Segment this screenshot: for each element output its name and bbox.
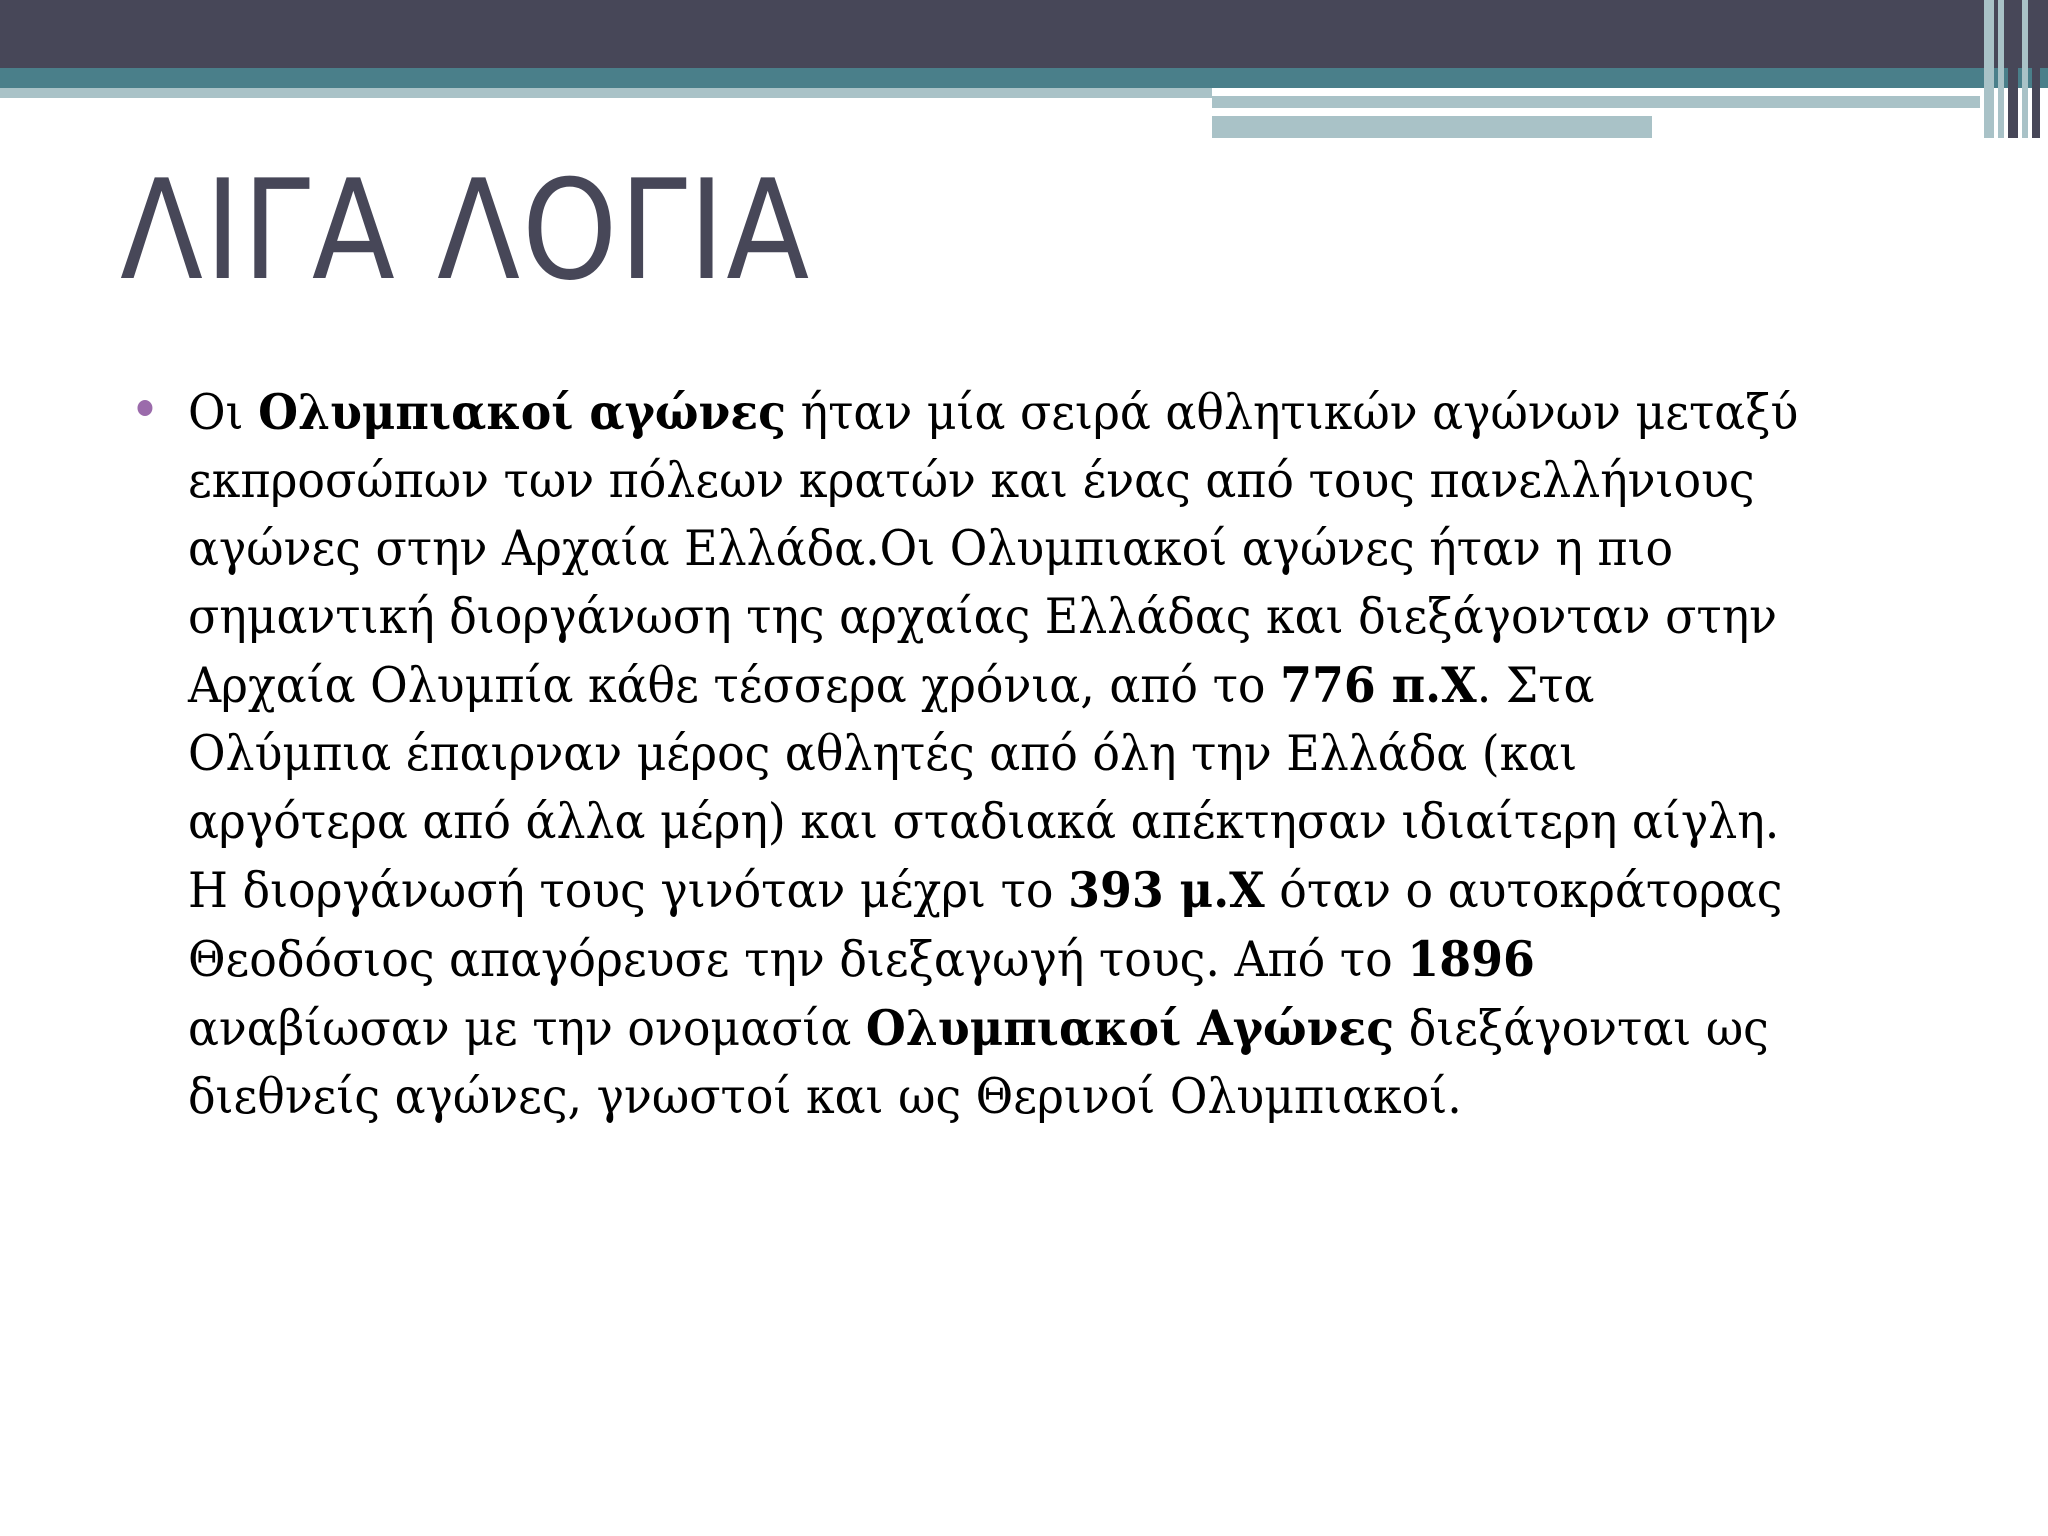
- header-vertical-bar: [2022, 0, 2028, 138]
- header-band-teal: [0, 68, 2048, 88]
- text-run: εκπροσώπων των πόλεων κρατών και ένας από τους πανελλήνιους: [187, 452, 1755, 509]
- bullet-text: [188, 378, 1946, 1131]
- bold-text: 776 π.Χ: [1280, 656, 1477, 714]
- text-run: Αρχαία Ολυμπία κάθε τέσσερα χρόνια, από το: [187, 657, 1281, 714]
- bold-text: 1896: [1407, 930, 1535, 988]
- text-run: διεξάγονται ως: [1394, 1000, 1769, 1057]
- text-run: Οι: [187, 384, 259, 441]
- text-line: [188, 447, 1946, 515]
- text-run: σημαντική διοργάνωση της αρχαίας Ελλάδας και διεξάγονταν στην: [187, 588, 1778, 645]
- text-run: αγώνες στην Αρχαία Ελλάδα.Οι Ολυμπιακοί αγώνες ήταν η πιο: [187, 520, 1674, 577]
- header-band-light-left: [0, 88, 1212, 98]
- bold-text: Ολυμπιακοί αγώνες: [258, 383, 787, 441]
- bullet-item: [130, 378, 1946, 1131]
- text-line: [188, 720, 1946, 788]
- text-line: [188, 1063, 1946, 1131]
- text-line: [188, 651, 1946, 720]
- bold-text: Ολυμπιακοί Αγώνες: [865, 999, 1395, 1057]
- text-run: ήταν μία σειρά αθλητικών αγώνων μεταξύ: [786, 384, 1799, 441]
- slide-title: ΛΙΓΑ ΛΟΓΙΑ: [120, 150, 812, 311]
- text-run: διεθνείς αγώνες, γνωστοί και ως Θερινοί Ολυμπιακοί.: [187, 1068, 1462, 1125]
- text-line: [188, 925, 1946, 994]
- header-band-dark: [0, 0, 2048, 68]
- header-band-lower-white: [1652, 132, 1978, 138]
- bold-text: 393 μ.Χ: [1068, 861, 1265, 919]
- bullet-dot-icon: [137, 400, 152, 416]
- text-line: [188, 583, 1946, 651]
- text-run: . Στα: [1476, 657, 1595, 714]
- text-line: [188, 994, 1946, 1063]
- header-band-light-right: [1212, 96, 1980, 108]
- text-run: Ολύμπια έπαιρναν μέρος αθλητές από όλη την Ελλάδα (και: [187, 725, 1578, 782]
- text-line: [188, 515, 1946, 583]
- text-line: [188, 788, 1946, 856]
- header-vertical-bar: [1984, 0, 1994, 138]
- header-vertical-bar: [2032, 0, 2040, 138]
- bullet-list: [130, 378, 1930, 1131]
- text-run: όταν ο αυτοκράτορας: [1264, 862, 1783, 919]
- text-run: Η διοργάνωσή τους γινόταν μέχρι το: [187, 862, 1069, 919]
- text-line: [188, 378, 1946, 447]
- text-run: αναβίωσαν με την ονομασία: [187, 1000, 866, 1057]
- header-vertical-bar: [1998, 0, 2004, 138]
- text-run: αργότερα από άλλα μέρη) και σταδιακά απέκτησαν ιδιαίτερη αίγλη.: [187, 793, 1780, 850]
- header-vertical-bar: [2008, 0, 2018, 138]
- text-run: Θεοδόσιος απαγόρευσε την διεξαγωγή τους. Από το: [187, 931, 1408, 988]
- header-band-light-lower: [1212, 116, 1652, 138]
- text-line: [188, 856, 1946, 925]
